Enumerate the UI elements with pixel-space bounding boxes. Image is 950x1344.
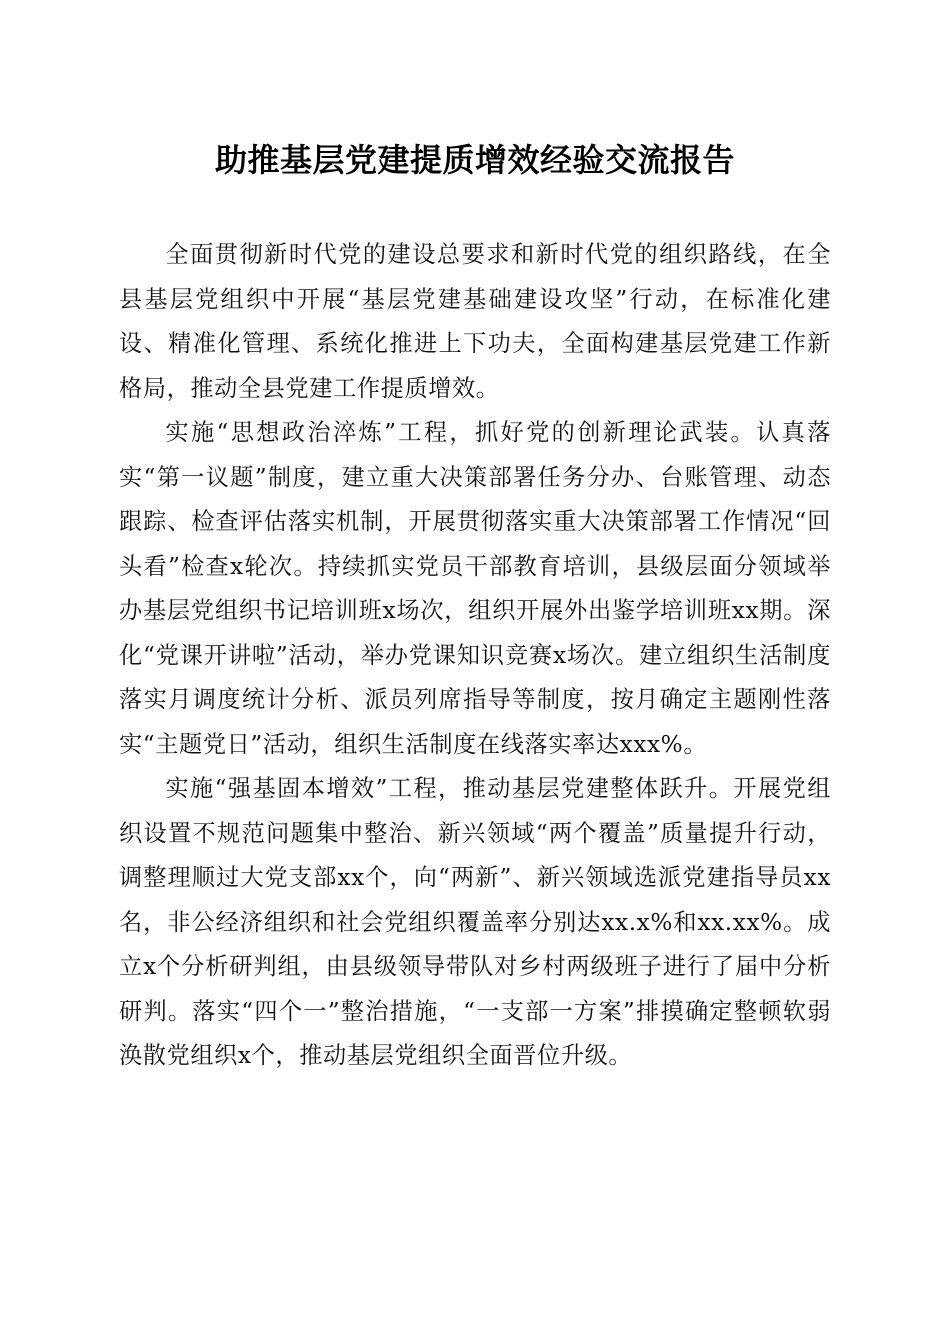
paragraph-intro: 全面贯彻新时代党的建设总要求和新时代党的组织路线，在全县基层党组织中开展“基层党建基础建设攻坚”行动，在标准化建设、精准化管理、系统化推进上下功夫，全面构建基层党建工作新格局，推动全县党建工作提质增效。 [119,241,831,402]
paragraph-ideological-tempering: 实施“思想政治淬炼”工程，抓好党的创新理论武装。认真落实“第一议题”制度，建立重大决策部署任务分办、台账管理、动态跟踪、检查评估落实机制，开展贯彻落实重大决策部署工作情况“回头看”检查x轮次。持续抓实党员干部教育培训，县级层面分领域举办基层党组织书记培训班x场次，组织开展外出鉴学培训班xx期。深化“党课开讲啦”活动，举办党课知识竞赛x场次。建立组织生活制度落实月调度统计分析、派员列席指导等制度，按月确定主题刚性落实“主题党日”活动，组织生活制度在线落实率达xxx%。 [119,419,831,758]
document-body [119,233,831,1079]
document-title: 助推基层党建提质增效经验交流报告 [214,141,735,179]
paragraph-strengthen-foundation: 实施“强基固本增效”工程，推动基层党建整体跃升。开展党组织设置不规范问题集中整治、新兴领域“两个覆盖”质量提升行动，调整理顺过大党支部xx个，向“两新”、新兴领域选派党建指导员xx名，非公经济组织和社会党组织覆盖率分别达xx.x%和xx.xx%。成立x个分析研判组，由县级领导带队对乡村两级班子进行了届中分析研判。落实“四个一”整治措施，“一支部一方案”排摸确定整顿软弱涣散党组织x个，推动基层党组织全面晋位升级。 [119,775,831,1069]
